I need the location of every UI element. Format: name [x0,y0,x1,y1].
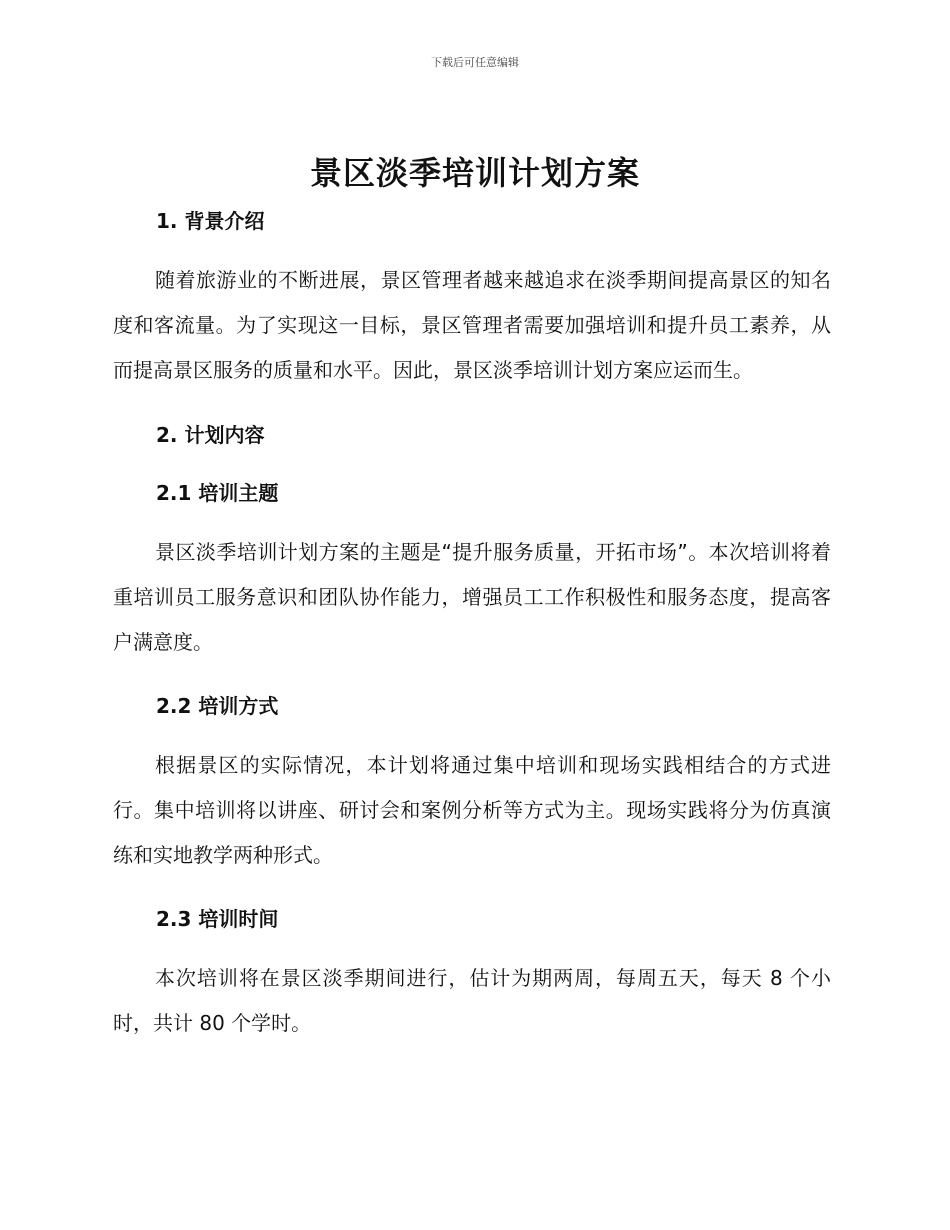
section-heading-plan-content: 2. 计划内容 [156,423,265,447]
document-title: 景区淡季培训计划方案 [309,154,640,192]
document-body [113,204,831,1046]
section-paragraph-training-time: 本次培训将在景区淡季期间进行，估计为期两周，每周五天，每天 8 个小时，共计 80 个学时。 [113,966,831,1035]
section-paragraph-background: 随着旅游业的不断进展，景区管理者越来越追求在淡季期间提高景区的知名度和客流量。为了实现这一目标，景区管理者需要加强培训和提升员工素养，从而提高景区服务的质量和水平。因此，景区淡季培训计划方案应运而生。 [113,268,831,382]
section-paragraph-training-theme: 景区淡季培训计划方案的主题是“提升服务质量，开拓市场”。本次培训将着重培训员工服务意识和团队协作能力，增强员工工作积极性和服务态度，提高客户满意度。 [113,540,831,654]
header-note: 下载后可任意编辑 [431,56,519,69]
section-heading-training-method: 2.2 培训方式 [156,694,279,718]
section-paragraph-training-method: 根据景区的实际情况，本计划将通过集中培训和现场实践相结合的方式进行。集中培训将以讲座、研讨会和案例分析等方式为主。现场实践将分为仿真演练和实地教学两种形式。 [113,753,831,867]
section-heading-training-theme: 2.1 培训主题 [156,481,279,505]
section-heading-training-time: 2.3 培训时间 [156,907,279,931]
section-heading-background: 1. 背景介绍 [156,209,265,233]
